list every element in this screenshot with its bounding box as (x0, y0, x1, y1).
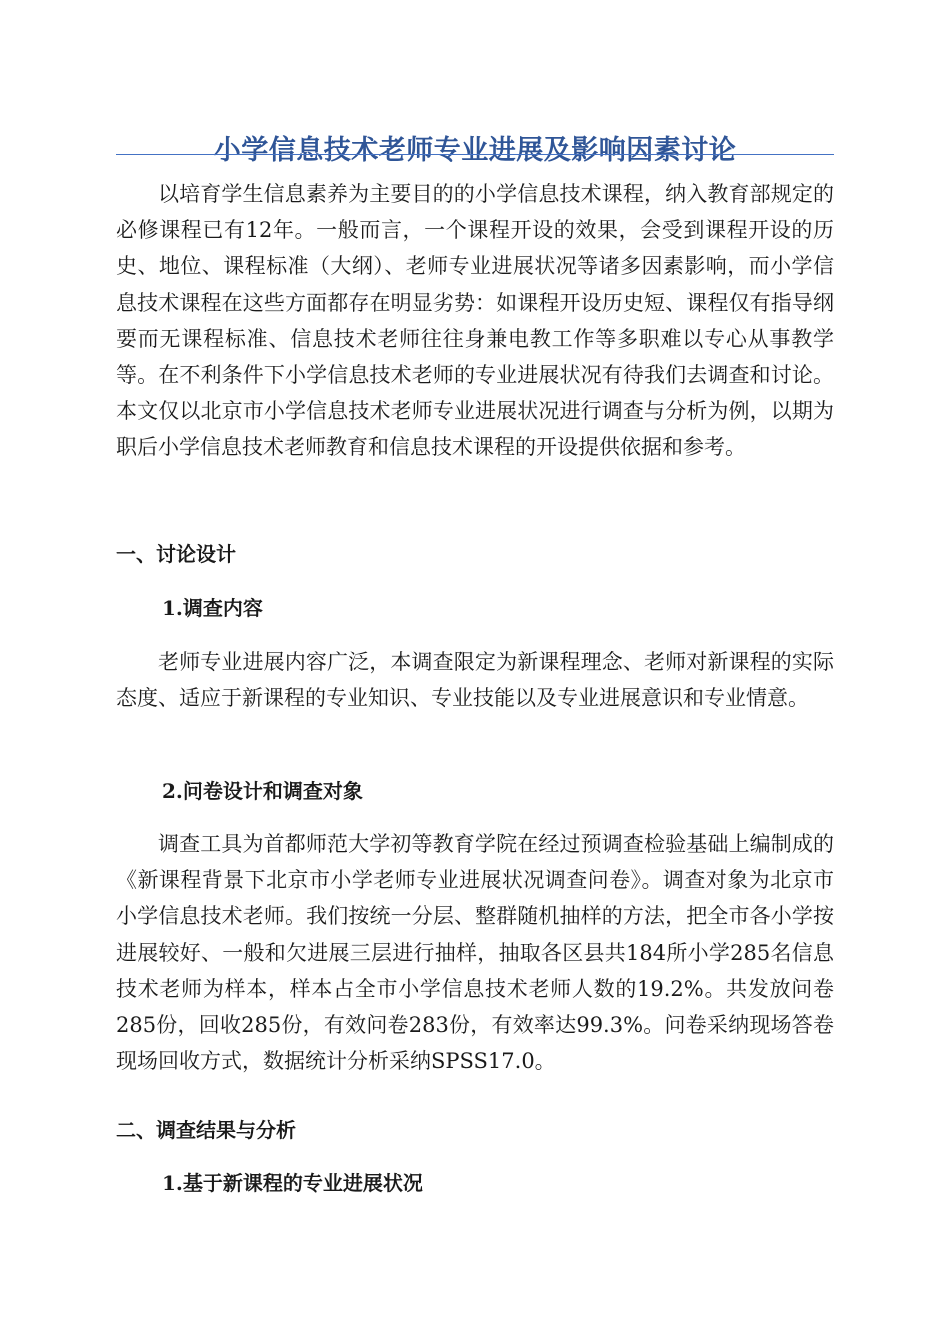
title-underline (116, 154, 834, 155)
survey-content-paragraph: 老师专业进展内容广泛，本调查限定为新课程理念、老师对新课程的实际态度、适应于新课程的专业知识、专业技能以及专业进展意识和专业情意。 (116, 650, 834, 711)
section-heading-research-design: 一、讨论设计 (116, 542, 236, 566)
subsection-heading-survey-content: 1.调查内容 (162, 596, 263, 620)
section-heading-results-analysis: 二、调查结果与分析 (116, 1118, 296, 1142)
subsection-heading-questionnaire-design: 2.问卷设计和调查对象 (162, 779, 363, 803)
document-title: 小学信息技术老师专业进展及影响因素讨论 (213, 135, 737, 167)
questionnaire-paragraph: 调查工具为首都师范大学初等教育学院在经过预调查检验基础上编制成的《新课程背景下北京市小学老师专业进展状况调查问卷》。调查对象为北京市小学信息技术老师。我们按统一分层、整群随机抽样的方法，把全市各小学按进展较好、一般和欠进展三层进行抽样，抽取各区县共184所小学285名信息技术老师为样本，样本占全市小学信息技术老师人数的19.2%。共发放问卷285份，回收285份，有效问卷283份，有效率达99.3%。问卷采纳现场答卷现场回收方式，数据统计分析采纳SPSS17.0。 (116, 832, 834, 1074)
intro-paragraph: 以培育学生信息素养为主要目的的小学信息技术课程，纳入教育部规定的必修课程已有12年。一般而言，一个课程开设的效果，会受到课程开设的历史、地位、课程标准（大纲）、老师专业进展状况等诸多因素影响，而小学信息技术课程在这些方面都存在明显劣势：如课程开设历史短、课程仅有指导纲要而无课程标准、信息技术老师往往身兼电教工作等多职难以专心从事教学等。在不利条件下小学信息技术老师的专业进展状况有待我们去调查和讨论。本文仅以北京市小学信息技术老师专业进展状况进行调查与分析为例，以期为职后小学信息技术老师教育和信息技术课程的开设提供依据和参考。 (116, 182, 834, 460)
subsection-heading-professional-development: 1.基于新课程的专业进展状况 (162, 1171, 423, 1195)
